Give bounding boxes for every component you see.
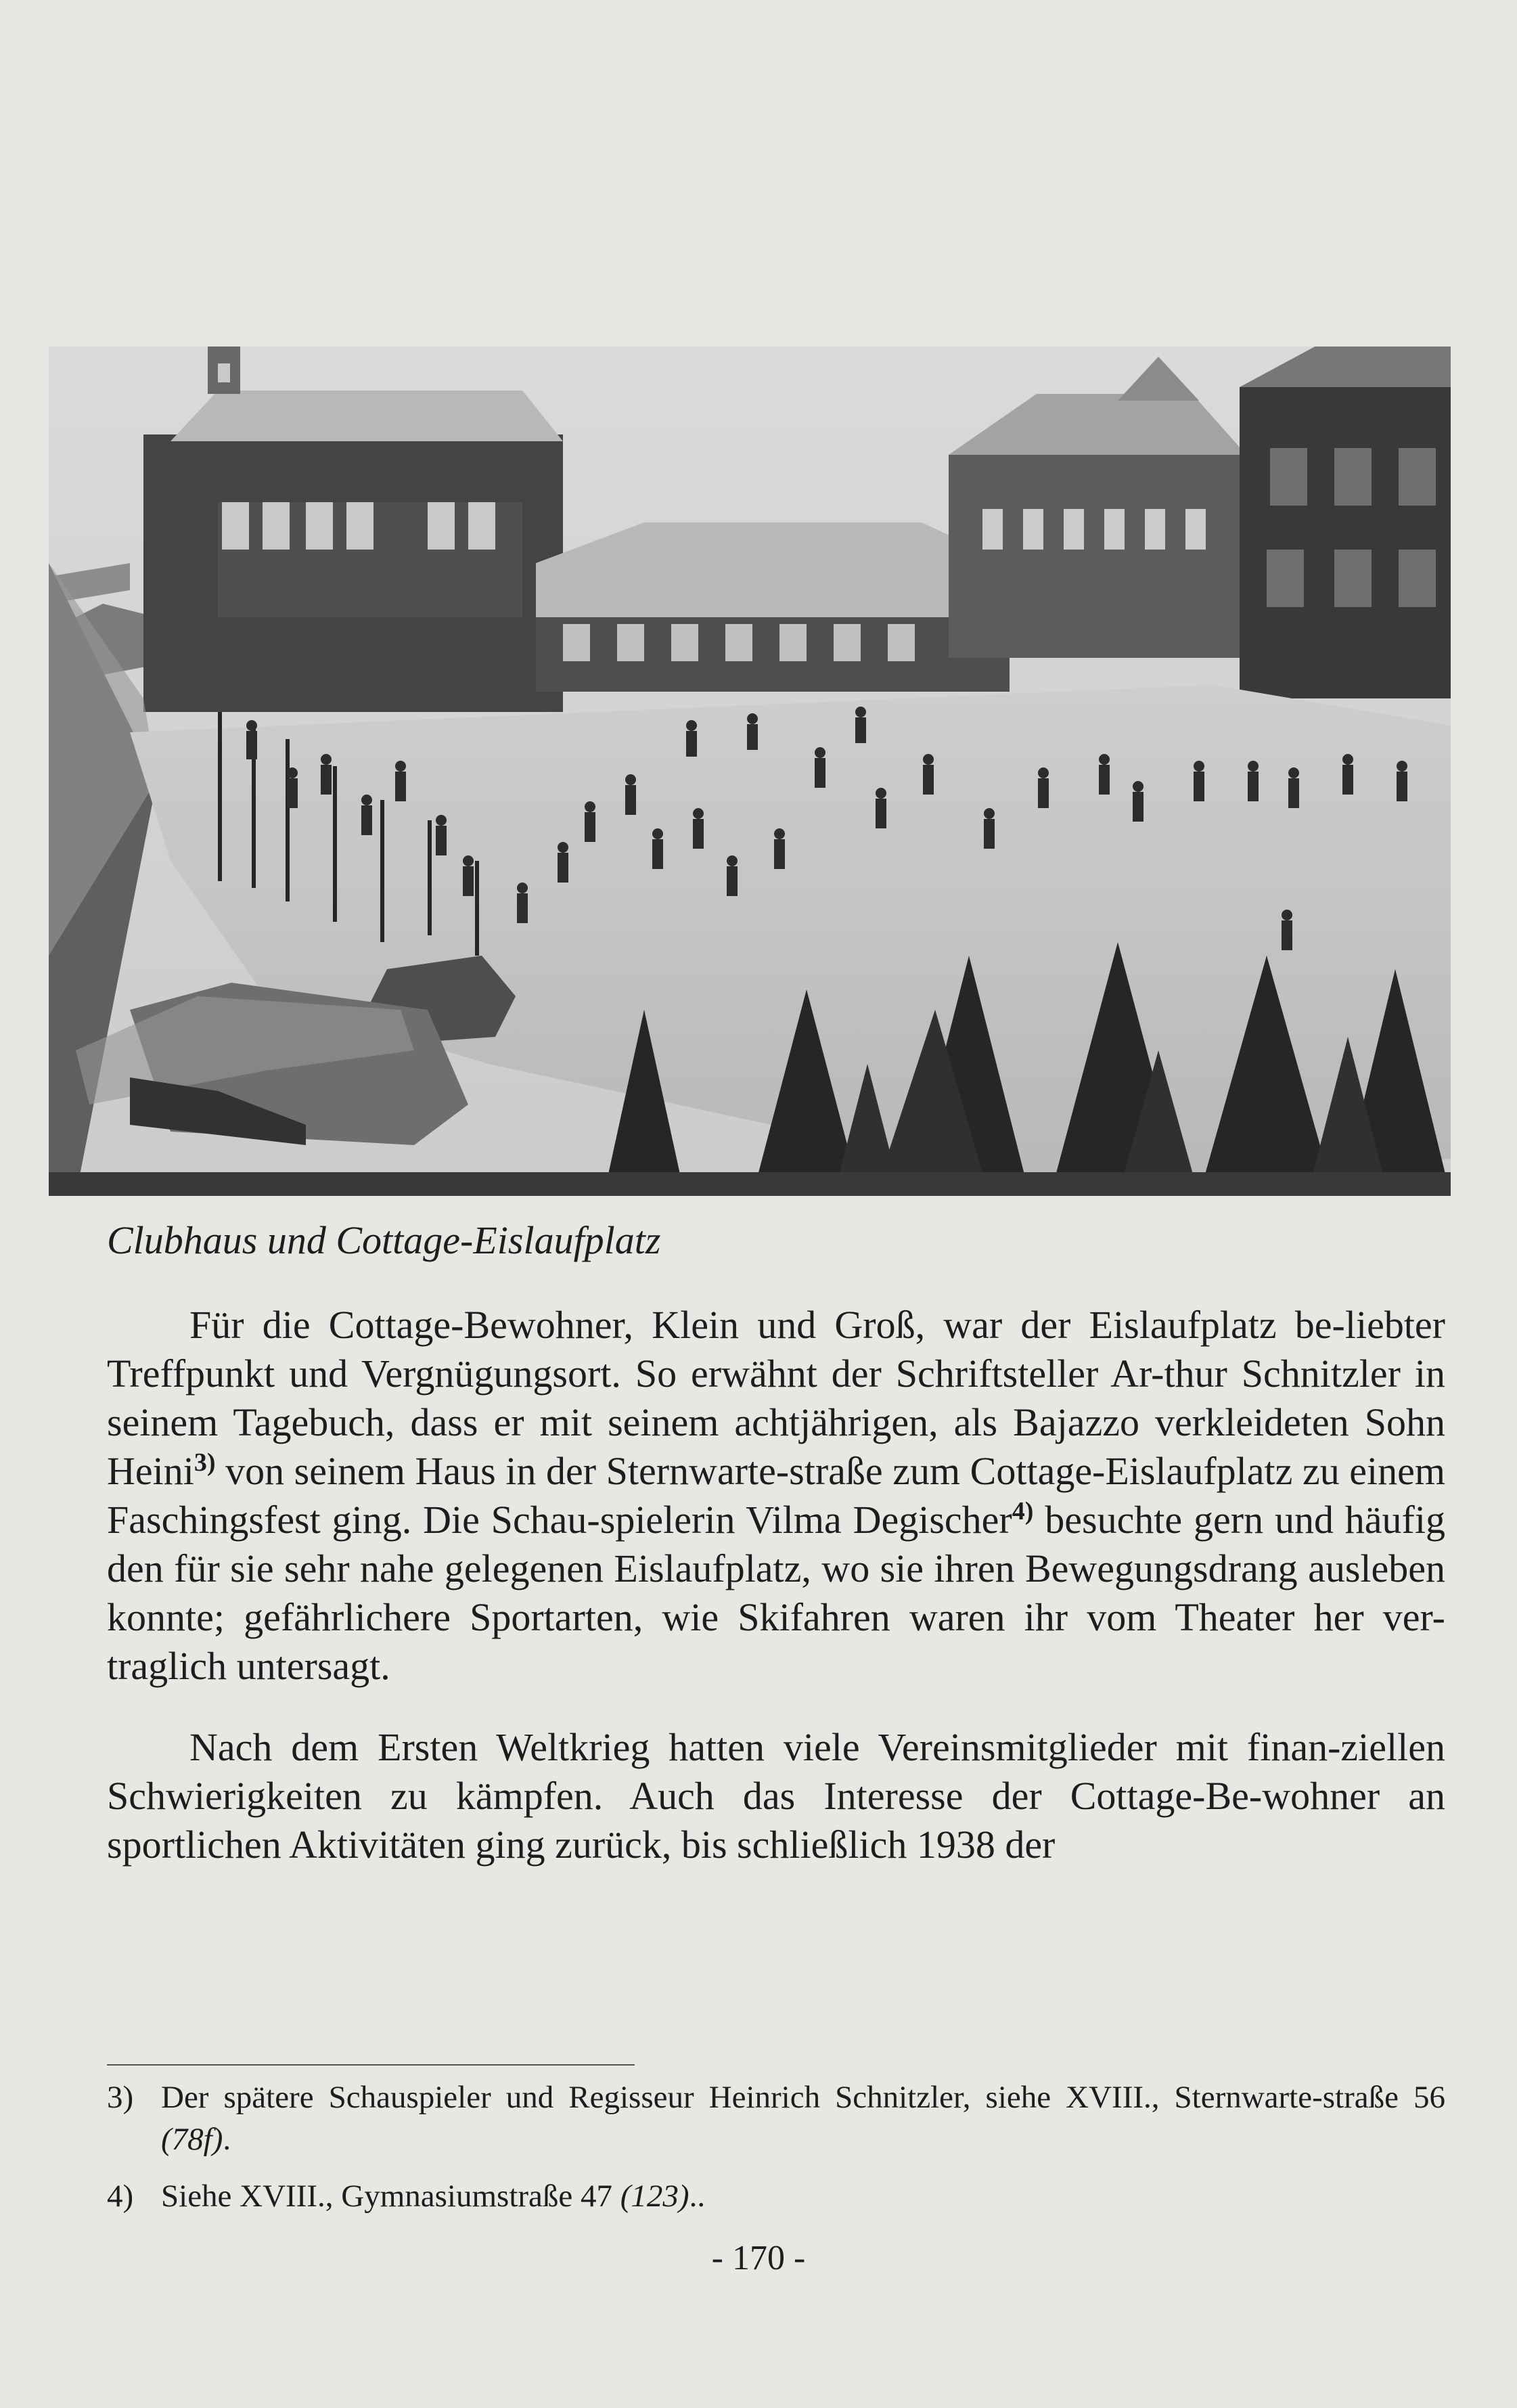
footnote-text bbox=[161, 2076, 1445, 2160]
body-text bbox=[107, 1301, 1445, 1869]
paragraph-1-part-1: Für die Cottage-Bewohner, Klein und Groß, war der Eislaufplatz be-liebter Treffpunkt und Vergnügungsort. So erwähnt der Schriftsteller Ar-thur Schnitzler in seinem Tagebuch, dass er mit seinem achtjährigen, als Bajazzo verkleideten Sohn Heini bbox=[107, 1303, 1445, 1493]
footnote-number: 3) bbox=[107, 2080, 134, 2115]
footnote-suffix: . bbox=[223, 2122, 231, 2157]
footnote-divider bbox=[107, 2064, 635, 2066]
footnote-ref-3: 3) bbox=[194, 1448, 216, 1477]
footnote-page-ref: (78f) bbox=[161, 2122, 223, 2157]
paragraph-1 bbox=[107, 1301, 1445, 1691]
photograph bbox=[49, 347, 1451, 1196]
footnote-3 bbox=[107, 2076, 1445, 2160]
footnote-4 bbox=[107, 2175, 1445, 2217]
paragraph-2: Nach dem Ersten Weltkrieg hatten viele Vereinsmitglieder mit finan-ziellen Schwierigkeiten zu kämpfen. Auch das Interesse der Cottage-Be-wohner an sportlichen Aktivitäten ging zurück, bis schließlich 1938 der bbox=[107, 1725, 1445, 1867]
footnote-text bbox=[161, 2175, 1445, 2217]
photo-caption: Clubhaus und Cottage-Eislaufplatz bbox=[107, 1218, 661, 1262]
paragraph-1-part-3: besuchte gern und häufig den für sie sehr nahe gelegenen Eislaufplatz, wo sie ihren Bewegungsdrang ausleben konnte; gefährlichere Sportarten, wie Skifahren waren ihr vom Theater her ver-traglich untersagt. bbox=[107, 1498, 1445, 1688]
footnote-number: 4) bbox=[107, 2179, 134, 2214]
paragraph-1-part-2: von seinem Haus in der Sternwarte-straße zum Cottage-Eislaufplatz zu einem Faschingsfest ging. Die Schau-spielerin Vilma Degischer bbox=[107, 1449, 1445, 1542]
page-number: - 170 - bbox=[711, 2239, 806, 2277]
footnote-page-ref: (123) bbox=[620, 2179, 689, 2214]
footnotes bbox=[107, 2076, 1445, 2232]
footnote-ref-4: 4) bbox=[1012, 1497, 1034, 1525]
footnote-text-body: Der spätere Schauspieler und Regisseur Heinrich Schnitzler, siehe XVIII., Sternwarte-straße 56 bbox=[161, 2080, 1445, 2115]
footnote-text-body: Siehe XVIII., Gymnasiumstraße 47 bbox=[161, 2179, 620, 2214]
footnote-suffix: .. bbox=[689, 2179, 706, 2214]
